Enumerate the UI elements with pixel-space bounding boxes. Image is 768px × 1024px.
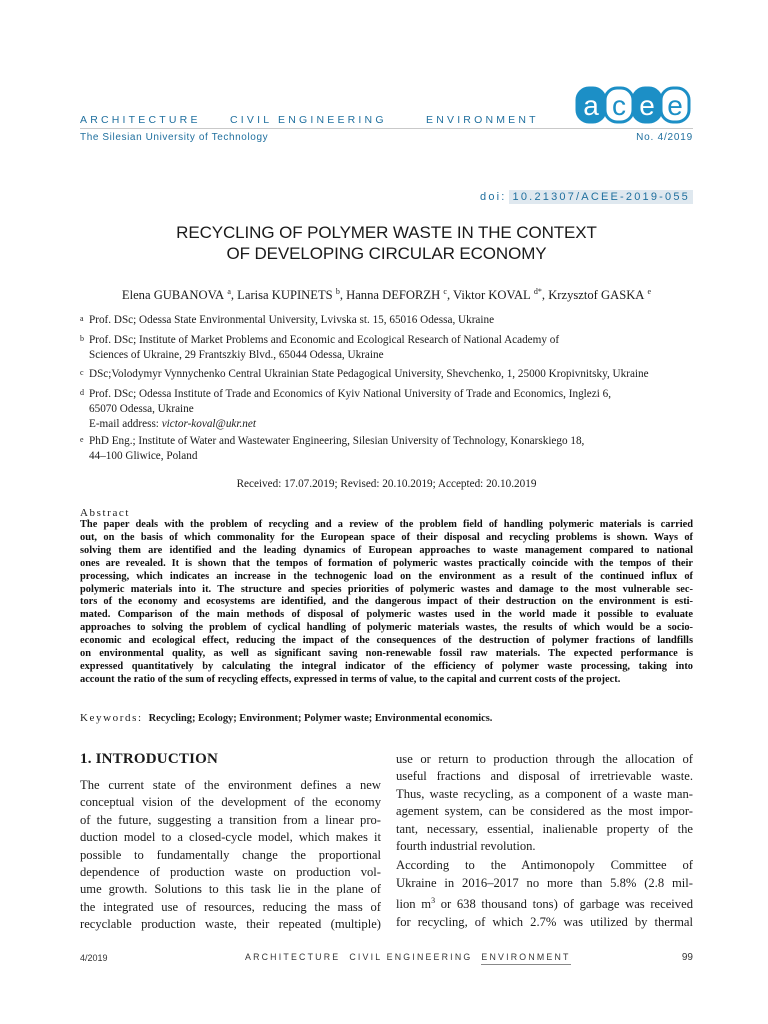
author-mark: b xyxy=(335,287,340,296)
body-column-right: use or return to production through the allocation of useful fractions and disposal of irretrievable waste. Thus, waste recycling, as a component of a waste man- agement system, can be considered as the most impor- tant, necessary, essential, inalienable property of the fourth industrial revolution. According to the Antimonopoly Committee of Ukraine in 2016–2017 no more than 5.8% (2.8 mil- lion $m^3$ or 638 thousand tons) of garbage was received for recycling, of which 2.7% was utilized by thermal xyxy=(396,752,693,929)
paper-title xyxy=(80,222,693,264)
title-line-2: OF DEVELOPING CIRCULAR ECONOMY xyxy=(226,244,547,263)
affiliation-c: c DSc;Volodymyr Vynnychenko Central Ukrainian State Pedagogical University, Shevchenko, 1, 25000 Kropivnitsky, Ukraine xyxy=(80,368,649,380)
keywords-label: Keywords: xyxy=(80,712,143,724)
header-divider xyxy=(80,128,693,129)
journal-series-title xyxy=(80,114,539,126)
affiliation-a: a Prof. DSc; Odessa State Environmental University, Lvivska st. 15, 65016 Odessa, Ukraine xyxy=(80,314,495,326)
affiliation-d: d Prof. DSc; Odessa Institute of Trade and Economics of Kyiv National University of Trade and Economics, Inglezi 6, 65070 Odessa, Ukraine E-mail address: victor-koval@ukr.net xyxy=(80,387,693,432)
author-name: Viktor KOVAL xyxy=(453,288,531,303)
issue-number: No. 4/2019 xyxy=(636,132,693,143)
logo-letter-e1: e xyxy=(639,90,655,121)
series-architecture: ARCHITECTURE xyxy=(80,114,201,126)
doi-link[interactable]: 10.21307/ACEE-2019-055 xyxy=(509,190,693,204)
abstract-heading: Abstract xyxy=(80,507,131,519)
author-mark: e xyxy=(647,287,652,296)
author-name: Hanna DEFORZH xyxy=(346,288,441,303)
author-name: Krzysztof GASKA xyxy=(548,288,645,303)
keywords xyxy=(80,712,492,724)
keywords-value: Recycling; Ecology; Environment; Polymer waste; Environmental economics. xyxy=(148,713,493,724)
author-name: Elena GUBANOVA xyxy=(121,288,225,303)
acee-logo xyxy=(571,82,695,126)
logo-letter-e2: e xyxy=(667,90,683,121)
university-name: The Silesian University of Technology xyxy=(80,132,269,143)
contact-email: E-mail address: victor-koval@ukr.net xyxy=(89,418,256,430)
series-environment: ENVIRONMENT xyxy=(426,114,539,126)
logo-letter-a: a xyxy=(583,90,599,121)
submission-dates: Received: 17.07.2019; Revised: 20.10.2019; Accepted: 20.10.2019 xyxy=(236,478,537,490)
series-civil-engineering: CIVIL ENGINEERING xyxy=(230,114,387,126)
affiliation-e: e PhD Eng.; Institute of Water and Wastewater Engineering, Silesian University of Technology, Konarskiego 18, 44–100 Gliwice, Poland xyxy=(80,435,585,462)
author-name: Larisa KUPINETS xyxy=(237,288,333,303)
body-column-left: The current state of the environment defines a new conceptual vision of the development of the economy of the future, suggesting a transition from a linear pro- duction model to a closed-cycle model, which makes it possible to fundamentally change the proportional dependence of production waste on production vol- ume growth. Solutions to this task lie in the plane of the integrated use of resources, reducing the mass of recyclable production waste, their repeated (multiple) xyxy=(80,778,381,932)
doi xyxy=(480,191,693,203)
author-mark: c xyxy=(443,287,447,296)
doi-label: doi: xyxy=(480,191,507,203)
author-mark: d* xyxy=(533,287,542,296)
affiliation-b: b Prof. DSc; Institute of Market Problems and Economic and Ecological Research of National Academy of Sciences of Ukraine, 29 Frantszkiy Blvd., 65044 Odessa, Ukraine xyxy=(80,334,560,361)
page-number: 99 xyxy=(681,952,693,963)
email-link[interactable]: victor-koval@ukr.net xyxy=(161,418,256,430)
abstract-text: The paper deals with the problem of recycling and a review of the problem field of handling polymeric materials is carried out, on the basis of which commonality for the European space of their disposal and recycling problems is shown. Ways of solving them are identified and the leading dynamics of European approaches to waste management compared to national ones are revealed. It is shown that the tempos of formation of polymeric wastes practically coincide with the tempos of their processing, which indicates an increase in the technogenic load on the environment as a result of the continued influx of polymeric materials into it. The structure and species priorities of polymeric wastes and damage to the most vulnerable sec- tors of the economy and ecosystems are identified, and the dangerous impact of their destruction on the environment is esti- mated. Comparison of the main methods of disposal of polymeric wastes used in the world made it possible to evaluate approaches to solving the problem of cyclical handling of polymeric materials wastes, the results of which would be a socio- economic and ecological effect, reducing the impact of the consequences of the destruction of polymer fractions of landfills on environmental quality, as well as significant saving non-renewable fossil raw materials. The expected performance is expressed quantitatively by calculating the integral indicator of the efficiency of polymer waste processing, taking into account the ratio of the sum of recycling effects, expressed in terms of value, to the capital and current costs of the project. xyxy=(80,519,693,685)
author-mark: a xyxy=(227,287,231,296)
paragraph-line: lion $m^3$ or 638 thousand tons) of garbage was received xyxy=(396,896,693,912)
section-heading: 1. INTRODUCTION xyxy=(80,751,219,767)
author-list: Elena GUBANOVA $^a$, Larisa KUPINETS $^b$, Hanna DEFORZH $^c$, Viktor KOVAL $^{d*}$, Krzysztof GASKA $^e$ xyxy=(121,287,652,303)
logo-letter-c: c xyxy=(612,90,626,121)
footer-series: ARCHITECTURE CIVIL ENGINEERING ENVIRONMENT xyxy=(245,952,571,962)
title-line-1: RECYCLING OF POLYMER WASTE IN THE CONTEXT xyxy=(176,223,597,242)
footer-issue: 4/2019 xyxy=(80,953,108,963)
